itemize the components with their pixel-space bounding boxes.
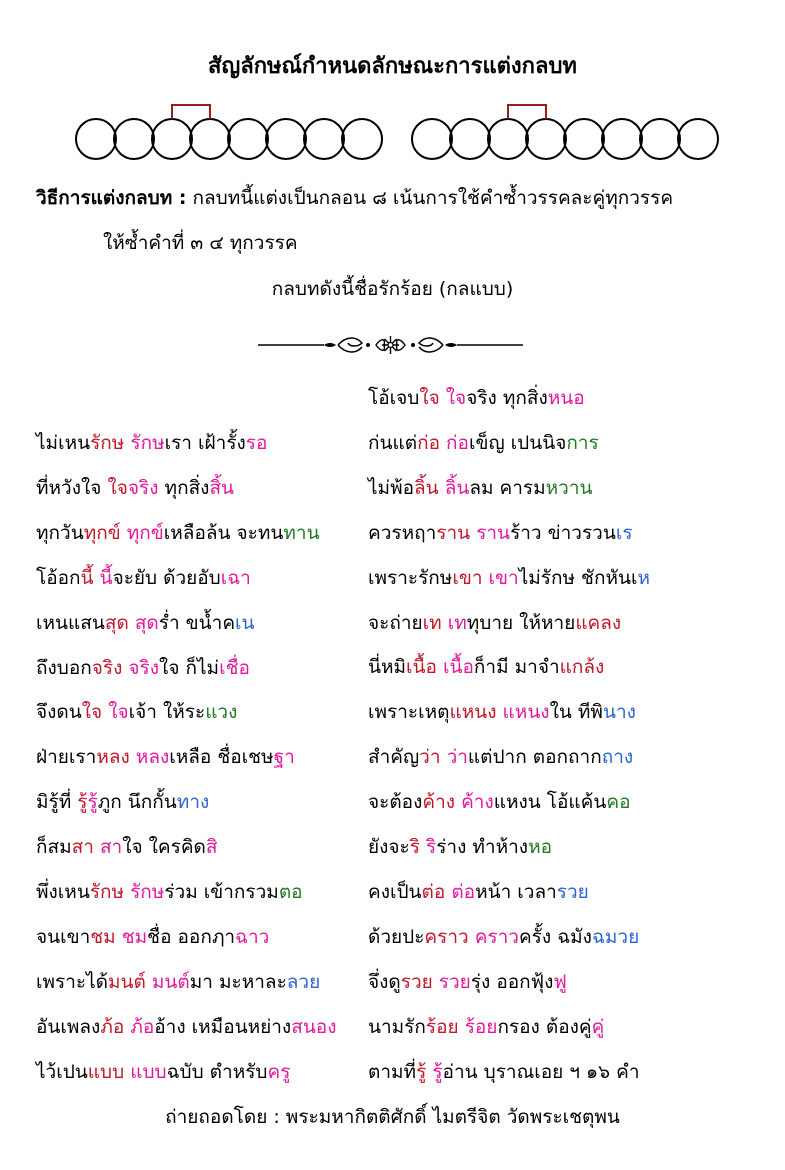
poem-word: ฉบับ ตำหรับ <box>166 1060 268 1083</box>
poem-line-left <box>36 518 320 548</box>
poem-word: นี้ <box>80 566 100 589</box>
credit-footer: ถ่ายถอดโดย : พระมหากิตติศักดิ์ ไมตรีจิต วัดพระเชตุพน <box>165 1106 620 1128</box>
poem-line-right <box>368 877 589 907</box>
poem-word: เหลือล้น จะทน <box>163 521 284 544</box>
repeat-rule-text: ให้ซ้ำคำที่ ๓ ๔ ทุกวรรค <box>103 232 298 254</box>
poem-word: ชม <box>121 925 148 948</box>
poem-word: แคลง <box>575 611 622 634</box>
poem-line-right <box>368 428 599 458</box>
rhyme-scheme-diagram <box>0 95 785 165</box>
poem-word: ภ้อ <box>130 1015 155 1038</box>
poem-word: ถาง <box>601 746 634 769</box>
poem-word: เขา <box>452 566 489 589</box>
poem-word: อันเพลง <box>36 1015 101 1038</box>
poem-word: หวาน <box>545 476 593 499</box>
poem-line-right <box>368 787 631 817</box>
poem-word: แวง <box>205 701 238 724</box>
poem-word: ทุบาย ให้หาย <box>466 611 576 634</box>
poem-word: หลง <box>135 746 170 769</box>
repeat-connector <box>172 105 210 119</box>
poem-word: ลม คารม <box>469 476 546 499</box>
poem-word: ฝ่ายเรา <box>36 746 97 769</box>
method-text: กลบทนี้แต่งเป็นกลอน ๘ เน้นการใช้คำซ้ำวรรคละคู่ทุกวรรค <box>192 187 674 209</box>
poem-word: รู้ <box>416 1060 433 1083</box>
scheme-circle <box>678 119 718 159</box>
poem-word: เหลือ ชื่อเชษ <box>169 746 274 769</box>
poem-word: ฐา <box>273 746 295 769</box>
poem-word: หนอ <box>547 387 585 409</box>
poem-word: รอ <box>245 432 268 454</box>
poem-word: ก่อ <box>417 431 447 454</box>
poem-word: คงเป็น <box>368 880 422 903</box>
poem-word: ลิ้น <box>414 476 445 499</box>
poem-line-right <box>368 563 650 593</box>
poem-word: โอ้เจบ <box>368 387 420 409</box>
poem-line-right <box>368 922 639 952</box>
poem-word: ที่หวังใจ <box>36 476 108 499</box>
poem-line-left <box>36 653 250 683</box>
poem-word: เน <box>235 611 255 634</box>
poem-line-left <box>36 563 251 593</box>
poem-word: สนอง <box>291 1015 337 1038</box>
poem-word: แต่ปาก ตอกถาก <box>467 746 602 769</box>
poem-word: ภ้อ <box>100 1015 131 1038</box>
scheme-circle <box>564 119 604 159</box>
poem-word: ราน <box>476 521 511 544</box>
poem-word: ร้าว ข่าวรวน <box>510 521 616 544</box>
poem-word: ชื่อ ออกฦา <box>147 925 236 948</box>
poem-word: ร่วม เข้ากรวม <box>164 881 279 903</box>
poem-word: คู่ <box>591 1015 605 1038</box>
poem-word: ลิ้น <box>444 476 470 499</box>
poem-word: สำคัญ <box>368 746 420 769</box>
poem-word: สา <box>99 836 123 859</box>
poem-word: ภูก นึกกั้น <box>97 791 177 814</box>
poem-word: ทุกวัน <box>36 521 84 544</box>
poem-word: จะยับ ด้วยอับ <box>112 566 221 589</box>
poem-word: ใจ <box>107 476 128 499</box>
poem-word: จะถ่าย <box>368 611 423 634</box>
poem-word: ร่าง ทำห้าง <box>436 836 529 858</box>
poem-word: ทาง <box>176 791 210 814</box>
page-title: สัญลักษณ์กำหนดลักษณะการแต่งกลบท <box>208 54 577 79</box>
poem-word: จริง <box>127 476 159 499</box>
poem-word: เพราะได้ <box>36 970 108 993</box>
poem-word: เนื้อ <box>406 656 443 679</box>
poem-word: มนต์ <box>108 970 152 993</box>
poem-word: เจ้า ให้ระ <box>128 701 206 724</box>
poem-word: ริ <box>409 836 426 858</box>
poem-word: ทาน <box>283 521 320 544</box>
poem-word: ไว้เปน <box>36 1060 88 1083</box>
scheme-circle <box>450 119 490 159</box>
poem-word: ครู <box>267 1060 291 1083</box>
poem-word: สิ <box>205 836 218 859</box>
poem-word: กรอง ต้องคู่ <box>497 1015 592 1038</box>
poem-word: รักษ <box>89 881 131 903</box>
poem-word: ต่อ <box>421 880 452 903</box>
poem-line-right <box>368 742 633 772</box>
ornament-divider <box>258 333 523 357</box>
poem-word: ใจ ใครคิด <box>122 836 206 859</box>
poem-word: การ <box>566 431 599 454</box>
poem-line-left <box>36 922 269 952</box>
poem-line-left <box>36 697 237 727</box>
poem-word: จึ่งดู <box>368 970 401 993</box>
poem-line-left <box>36 608 255 638</box>
poem-word: นี่หมิ <box>368 656 407 679</box>
method-paragraph <box>36 183 673 213</box>
poem-word: คราว <box>474 925 519 948</box>
poem-word: ตามที่ <box>368 1060 417 1083</box>
poem-word: ฉาว <box>235 925 270 948</box>
poem-word: พึ่งเหน <box>36 881 90 903</box>
poem-line-right <box>368 1012 604 1042</box>
poem-line-right <box>368 383 585 413</box>
poem-word: คอ <box>606 791 631 814</box>
poem-line-left <box>36 832 218 862</box>
poem-word: เพราะรักษ <box>368 566 453 589</box>
poem-word: ใจ ก็ไม่ <box>159 656 220 679</box>
scheme-circle <box>488 119 528 159</box>
poem-line-right <box>368 652 604 682</box>
poem-word: เหนแสน <box>36 611 105 634</box>
scheme-circle <box>152 119 192 159</box>
poem-word: ครั้ง ฉมัง <box>518 925 592 948</box>
poem-word: หน้า เวลา <box>475 880 557 903</box>
poem-word: นามรัก <box>368 1015 426 1038</box>
poem-word: โอ้อก <box>36 566 81 589</box>
scheme-circle <box>228 119 268 159</box>
poem-word: ราน <box>436 521 477 544</box>
poem-word: ใจ <box>108 701 129 724</box>
poem-word: เท <box>447 611 467 634</box>
poem-word: เร <box>615 521 633 544</box>
poem-word: ใจ <box>445 387 467 409</box>
poem-word: รักษ <box>130 432 165 454</box>
poem-word: ทุกข์ <box>126 521 164 544</box>
poem-word: นาง <box>602 701 636 724</box>
scheme-circle <box>114 119 154 159</box>
poem-word: ห <box>637 566 650 589</box>
poem-line-right <box>368 832 552 862</box>
poem-line-left <box>36 1057 290 1087</box>
poem-word: ควรหฤา <box>368 521 437 544</box>
poem-word: รวย <box>438 970 471 993</box>
scheme-circle <box>526 119 566 159</box>
poem-word: เท <box>422 611 448 634</box>
scheme-circle <box>190 119 230 159</box>
poem-word: ใน ทีพิ <box>549 701 603 724</box>
poem-word: เนื้อ <box>442 656 474 679</box>
poem-word: เข็ญ เปนนิจ <box>468 431 567 454</box>
scheme-circle <box>412 119 452 159</box>
poem-word: ใจ <box>419 387 446 409</box>
poem-word: แหงน โอ้แค้น <box>493 791 607 814</box>
poem-word: ต่อ <box>451 880 476 903</box>
poem-word: สุด <box>134 611 159 634</box>
poem-word: รู้ <box>77 791 88 814</box>
poem-word: แบบ <box>130 1060 167 1083</box>
poem-word: รวย <box>556 880 589 903</box>
poem-line-left <box>36 877 303 907</box>
poem-word: รุ่ง ออกฟุ้ง <box>470 970 554 993</box>
poem-word: สุด <box>104 611 135 634</box>
poem-word: ใจ <box>81 701 109 724</box>
poem-word: มิรู้ที่ <box>36 791 78 814</box>
poem-word: ไม่เหน <box>36 432 91 454</box>
method-label: วิธีการแต่งกลบท : <box>36 187 187 209</box>
poem-line-left <box>36 967 320 997</box>
poem-word: อ่าน บุราณเอย ฯ ๑๖ คำ <box>442 1060 640 1083</box>
poem-word: ด้วยปะ <box>368 925 425 948</box>
poem-name-text: กลบทดังนี้ชื่อรักร้อย (กลแบบ) <box>271 278 514 300</box>
poem-line-right <box>368 1057 640 1087</box>
poem-word: มา มะหาละ <box>189 970 287 993</box>
poem-word: ฟู <box>553 970 567 993</box>
scheme-circle <box>76 119 116 159</box>
poem-word: จึงดน <box>36 701 82 724</box>
poem-word: เรา เฝ้ารั้ง <box>164 432 246 454</box>
poem-line-left <box>36 473 234 503</box>
poem-word: ตอ <box>278 881 303 903</box>
poem-word: ร้อย <box>425 1015 465 1038</box>
scheme-circle <box>304 119 344 159</box>
poem-word: แหนง <box>449 701 503 724</box>
poem-word: ก่นแต่ <box>368 431 418 454</box>
poem-word: ยังจะ <box>368 836 410 858</box>
poem-word: จนเขา <box>36 925 91 948</box>
poem-word: ทุกข์ <box>83 521 127 544</box>
poem-word: ฉมวย <box>591 925 640 948</box>
poem-line-right <box>368 967 567 997</box>
poem-word: ชม <box>90 925 122 948</box>
poem-line-right <box>368 697 636 727</box>
poem-word: คราว <box>424 925 475 948</box>
poem-word: หลง <box>96 746 136 769</box>
scheme-circle <box>266 119 306 159</box>
poem-word: ค้าง <box>461 791 494 814</box>
poem-word: ไม่รักษ ชักหันเ <box>518 566 638 589</box>
poem-word: รู้ <box>87 791 98 814</box>
poem-word: รักษ <box>130 881 165 903</box>
poem-line-left <box>36 428 267 458</box>
poem-word: เพราะเหตุ <box>368 701 450 724</box>
poem-line-right <box>368 473 593 503</box>
poem-word: เชื่อ <box>219 656 250 679</box>
poem-word: รวย <box>400 970 439 993</box>
poem-word: แบบ <box>87 1060 131 1083</box>
poem-line-left <box>36 742 295 772</box>
poem-word: แหนง <box>502 701 550 724</box>
poem-word: แกล้ง <box>559 656 605 679</box>
poem-word: รู้ <box>432 1060 443 1083</box>
poem-word: จริง <box>91 656 129 679</box>
poem-word: สา <box>71 836 100 859</box>
poem-word: ว่า <box>419 746 447 769</box>
repeat-connector <box>508 105 546 119</box>
poem-word: อ้าง เหมือนหย่าง <box>154 1015 292 1038</box>
poem-word: ค้าง <box>422 791 462 814</box>
poem-word: ลวย <box>286 970 321 993</box>
poem-word: รักษ <box>90 432 131 454</box>
poem-word: ว่า <box>446 746 468 769</box>
poem-word: จริง <box>128 656 160 679</box>
poem-word: จะต้อง <box>368 791 423 814</box>
poem-word: ร้อย <box>464 1015 498 1038</box>
scheme-circle <box>342 119 382 159</box>
scheme-circle <box>602 119 642 159</box>
poem-word: ริ <box>426 836 437 858</box>
poem-word: จริง ทุกสิ่ง <box>466 387 548 409</box>
poem-word: มนต์ <box>151 970 190 993</box>
poem-line-left <box>36 787 209 817</box>
poem-line-right <box>368 518 633 548</box>
poem-word: ก็ามี มาจำ <box>473 656 560 679</box>
poem-word: นี้ <box>99 566 113 589</box>
poem-word: เฉา <box>220 566 251 589</box>
poem-line-right <box>368 608 621 638</box>
poem-word: สิ้น <box>209 476 235 499</box>
poem-word: ทุกสิ่ง <box>158 476 210 499</box>
poem-word: ร่ำ ขน้ำค <box>158 611 236 634</box>
poem-word: ก่อ <box>446 431 469 454</box>
poem-word: ถึงบอก <box>36 656 92 679</box>
scheme-circle <box>640 119 680 159</box>
poem-line-left <box>36 1012 337 1042</box>
poem-word: ก็สม <box>36 836 72 859</box>
poem-word: ไม่พ้อ <box>368 476 415 499</box>
poem-word: เขา <box>488 566 519 589</box>
poem-word: หอ <box>528 836 553 858</box>
